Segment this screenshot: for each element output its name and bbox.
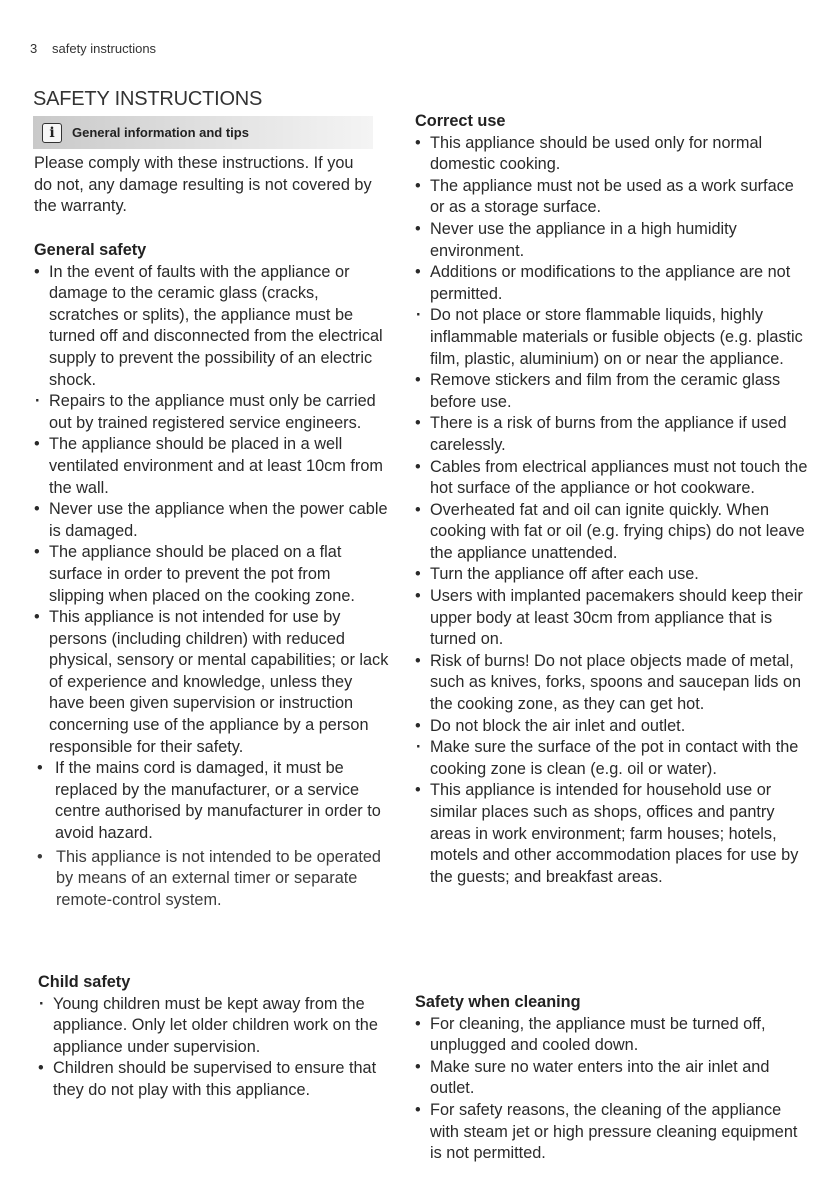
child-safety-list [38, 994, 383, 1102]
safety-cleaning-heading: Safety when cleaning [415, 993, 581, 1011]
correct-use-list [415, 133, 810, 889]
list-item: • The appliance should be placed in a well ventilated environment and at least 10cm from the wall. [34, 434, 389, 499]
page-number: 3 [30, 41, 38, 56]
list-item: • Additions or modifications to the appliance are not permitted. [415, 262, 810, 305]
list-item: • Overheated fat and oil can ignite quickly. When cooking with fat or oil (e.g. frying chips) do not leave the appliance unattended. [415, 500, 810, 565]
list-item: • Users with implanted pacemakers should keep their upper body at least 30cm from appliance that is turned on. [415, 586, 810, 651]
list-item: • Do not block the air inlet and outlet. [415, 716, 810, 738]
child-safety-heading: Child safety [38, 973, 131, 991]
list-item: · Young children must be kept away from the appliance. Only let older children work on the appliance under supervision. [38, 994, 383, 1059]
info-icon: i [42, 123, 62, 143]
list-item: • The appliance must not be used as a work surface or as a storage surface. [415, 176, 810, 219]
list-item: • Turn the appliance off after each use. [415, 564, 810, 586]
safety-cleaning-list [415, 1014, 810, 1165]
list-item: • Risk of burns! Do not place objects made of metal, such as knives, forks, spoons and saucepan lids on the cooking zone, as they can get hot. [415, 651, 810, 716]
list-item: • For safety reasons, the cleaning of the appliance with steam jet or high pressure cleaning equipment is not permitted. [415, 1100, 810, 1165]
safety-cleaning-section [415, 992, 810, 1165]
running-title: safety instructions [52, 41, 157, 56]
list-item: · Do not place or store flammable liquids, highly inflammable materials or fusible objects (e.g. plastic film, plastic, aluminium) on or near the appliance. [415, 305, 810, 370]
correct-use-heading: Correct use [415, 112, 506, 130]
list-item: • Make sure no water enters into the air inlet and outlet. [415, 1057, 810, 1100]
list-item: • Cables from electrical appliances must not touch the hot surface of the appliance or hot cookware. [415, 457, 810, 500]
general-safety-list [34, 262, 389, 912]
list-item: · Make sure the surface of the pot in contact with the cooking zone is clean (e.g. oil or water). [415, 737, 810, 780]
intro-text: Please comply with these instructions. If you do not, any damage resulting is not covered by the warranty. [34, 154, 372, 216]
child-safety-section [38, 972, 383, 1102]
list-item: • Remove stickers and film from the ceramic glass before use. [415, 370, 810, 413]
list-item: • The appliance should be placed on a flat surface in order to prevent the pot from slipping when placed on the cooking zone. [34, 542, 389, 607]
list-item: • For cleaning, the appliance must be turned off, unplugged and cooled down. [415, 1014, 810, 1057]
info-bar-label: General information and tips [72, 125, 249, 140]
list-item: • Children should be supervised to ensure that they do not play with this appliance. [38, 1058, 383, 1101]
list-item: • In the event of faults with the appliance or damage to the ceramic glass (cracks, scratches or splits), the appliance must be turned off and disconnected from the electrical supply to prevent the possibility of an electric shock. [34, 262, 389, 392]
list-item: • This appliance is not intended to be operated by means of an external timer or separate remote-control system. [37, 847, 389, 912]
general-safety-section [34, 240, 389, 911]
correct-use-section [415, 111, 810, 888]
list-item: • There is a risk of burns from the appliance if used carelessly. [415, 413, 810, 456]
list-item: · Repairs to the appliance must only be carried out by trained registered service engineers. [34, 391, 389, 434]
list-item: • This appliance should be used only for normal domestic cooking. [415, 133, 810, 176]
info-bar [33, 116, 373, 149]
list-item: • This appliance is intended for household use or similar places such as shops, offices and pantry areas in work environment; farm houses; hotels, motels and other accommodation places for use by the guests; and breakfast areas. [415, 780, 810, 888]
general-safety-heading: General safety [34, 241, 147, 259]
list-item: • If the mains cord is damaged, it must be replaced by the manufacturer, or a service centre authorised by manufacturer in order to avoid hazard. [37, 758, 389, 844]
list-item: • Never use the appliance in a high humidity environment. [415, 219, 810, 262]
list-item: • This appliance is not intended for use by persons (including children) with reduced physical, sensory or mental capabilities; or lack of experience and knowledge, unless they have been given supervision or instruction concerning use of the appliance by a person responsible for their safety. [34, 607, 389, 758]
list-item: • Never use the appliance when the power cable is damaged. [34, 499, 389, 542]
section-title: SAFETY INSTRUCTIONS [33, 88, 263, 110]
page-header [30, 41, 156, 56]
